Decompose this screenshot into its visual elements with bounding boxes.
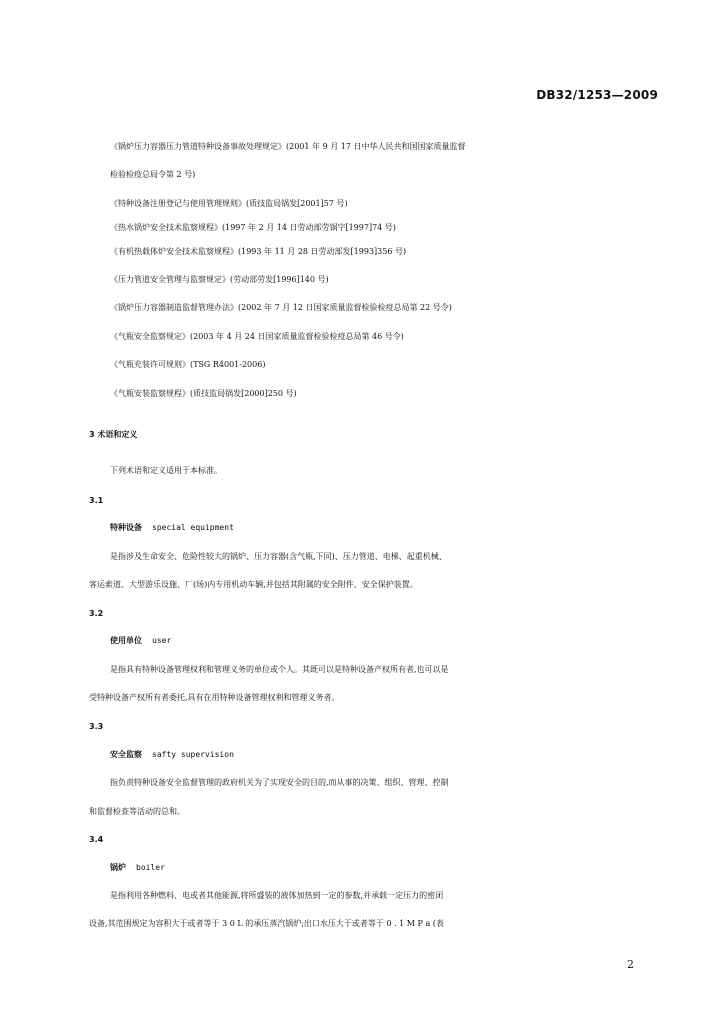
- term-definition: 是指利用各种燃料、电或者其他能源,将所盛装的液体加热到一定的参数,并承载一定压力的密闭: [110, 891, 444, 900]
- term-name-en: safty supervision: [152, 750, 234, 759]
- section-intro: 下列术语和定义适用于本标准。: [110, 466, 222, 475]
- page-number: 2: [627, 958, 634, 971]
- term-title: [0, 860, 724, 876]
- term-name-en: boiler: [136, 863, 165, 872]
- term-title: [0, 520, 724, 536]
- term-name-en: user: [152, 636, 172, 645]
- term-definition-continued: 受特种设备产权所有者委托,具有在用特种设备管理权利和管理义务者。: [89, 693, 340, 702]
- term-name-en: special equipment: [152, 523, 234, 532]
- term-definition: 是指涉及生命安全、危险性较大的锅炉、压力容器(含气瓶,下同)、压力管道、电梯、起重机械、: [110, 552, 447, 561]
- term-name-cn: 特种设备: [110, 523, 142, 532]
- reference-item: 《气瓶安装监察规程》(质技监局锅发[2000]250 号): [110, 389, 297, 398]
- reference-item: 《锅炉压力容器压力管道特种设备事故处理规定》(2001 年 9 月 17 日中华人民共和国国家质量监督: [110, 142, 466, 151]
- term-definition-continued: 设备,其范围规定为容积大于或者等于 3 0 L 的承压蒸汽锅炉;出口水压大于或者等于 0 . 1 M P a (表: [89, 919, 444, 928]
- reference-item-continued: 检验检疫总局令第 2 号): [110, 170, 196, 179]
- term-name-cn: 锅炉: [110, 863, 126, 872]
- reference-item: 《气瓶安全监察规定》(2003 年 4 月 24 日国家质量监督检验检疫总局第 46 号令): [110, 332, 404, 341]
- reference-item: 《锅炉压力容器制造监督管理办法》(2002 年 7 月 12 日国家质量监督检验检疫总局第 22 号令): [110, 303, 452, 312]
- document-code: DB32/1253—2009: [536, 88, 658, 102]
- reference-item: 《压力管道安全管理与监察规定》(劳动部劳发[1996]140 号): [110, 275, 329, 284]
- reference-item: 《特种设备注册登记与使用管理规则》(质技监局锅发[2001]57 号): [110, 199, 348, 208]
- term-number: 3.2: [89, 609, 104, 618]
- term-definition: 指负责特种设备安全监督管理的政府机关为了实现安全的目的,而从事的决策、组织、管理、控制: [110, 778, 449, 787]
- term-title: [0, 747, 724, 763]
- term-name-cn: 使用单位: [110, 636, 142, 645]
- section-heading: 3 术语和定义: [89, 430, 138, 439]
- term-title: [0, 633, 724, 649]
- term-name-cn: 安全监察: [110, 750, 142, 759]
- reference-item: 《有机热载体炉安全技术监察规程》(1993 年 11 月 28 日劳动部发[1993]356 号): [110, 247, 407, 256]
- reference-item: 《气瓶充装许可规则》(TSG R4001-2006): [110, 360, 266, 369]
- term-number: 3.3: [89, 722, 104, 731]
- term-number: 3.4: [89, 835, 104, 844]
- term-definition-continued: 和监督检查等活动的总和。: [89, 807, 185, 816]
- reference-item: 《热水锅炉安全技术监察规程》(1997 年 2 月 14 日劳动部劳锅字[1997]74 号): [110, 223, 396, 232]
- term-number: 3.1: [89, 496, 104, 505]
- term-definition-continued: 客运索道、大型游乐设施、厂(场)内专用机动车辆,并包括其附属的安全附件、安全保护装置。: [89, 580, 418, 589]
- term-definition: 是指具有特种设备管理权利和管理义务的单位或个人。其既可以是特种设备产权所有者,也可以是: [110, 665, 449, 674]
